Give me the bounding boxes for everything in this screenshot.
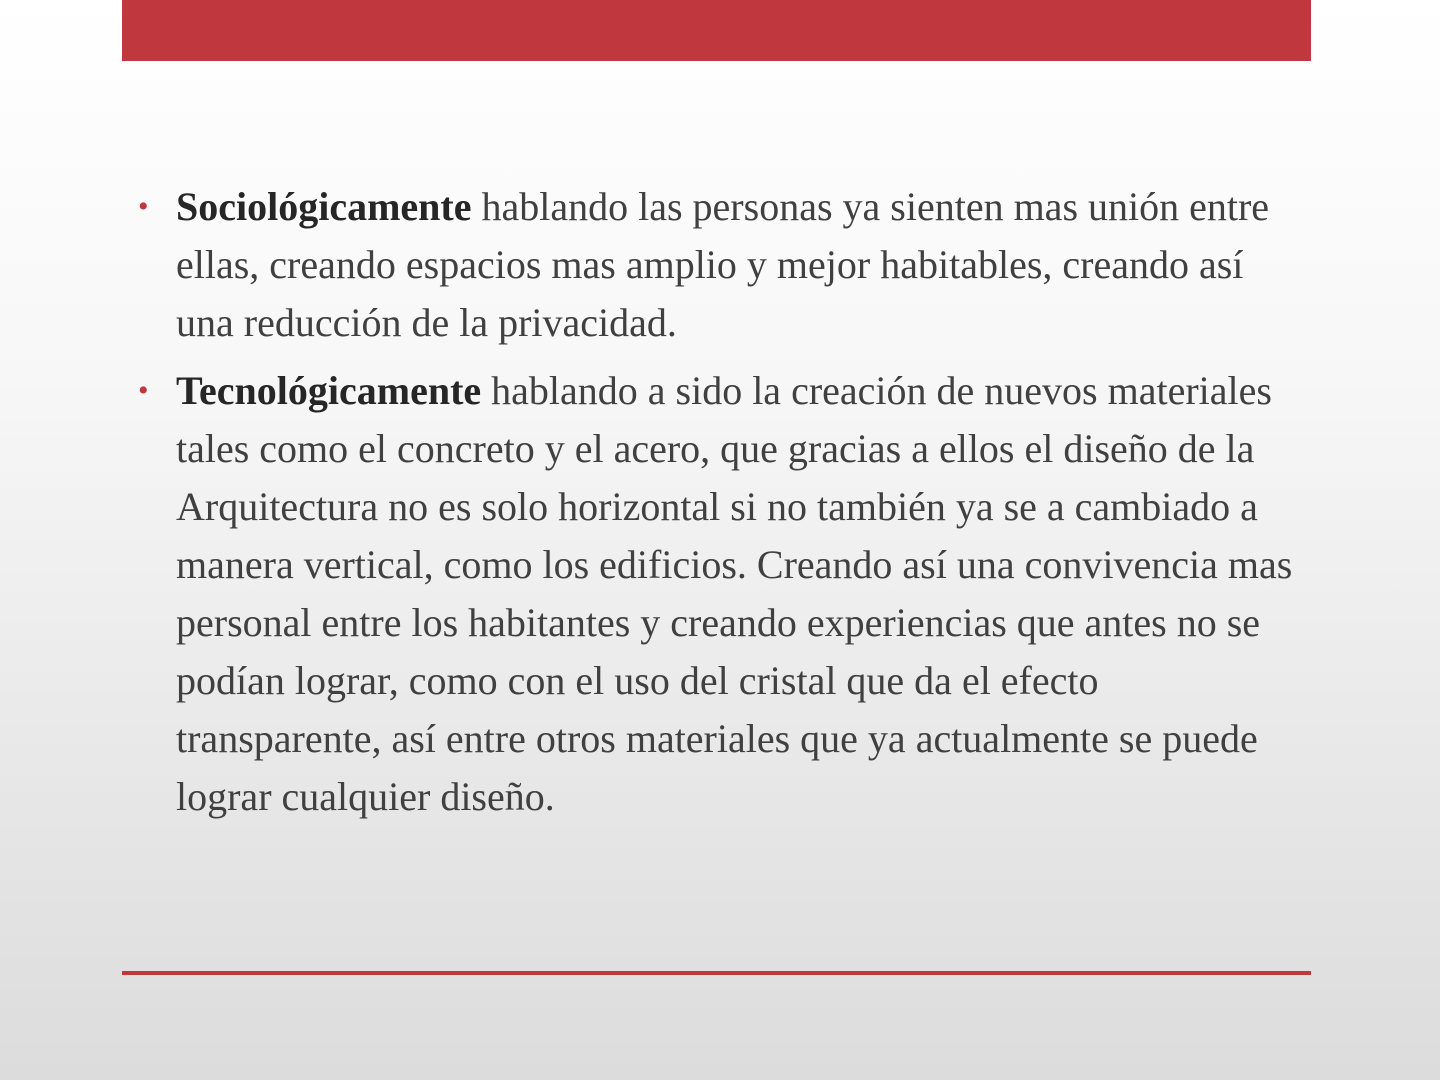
bullet-item-tecnologicamente bbox=[138, 362, 1308, 826]
bullet-list bbox=[138, 178, 1308, 826]
bullet-text: hablando a sido la creación de nuevos materiales tales como el concreto y el acero, que gracias a ellos el diseño de la Arquitectura no es solo horizontal si no también ya se a cambiado a manera vertical, como los edificios. Creando así una convivencia mas personal entre los habitantes y creando experiencias que antes no se podían lograr, como con el uso del cristal que da el efecto transparente, así entre otros materiales que ya actualmente se puede lograr cualquier diseño. bbox=[176, 368, 1293, 819]
bullet-item-sociologicamente bbox=[138, 178, 1308, 352]
bullet-text: hablando las personas ya sienten mas unión entre ellas, creando espacios mas amplio y mejor habitables, creando así una reducción de la privacidad. bbox=[176, 184, 1270, 345]
slide-content bbox=[138, 178, 1308, 836]
top-accent-bar bbox=[122, 0, 1311, 61]
bullet-term: Sociológicamente bbox=[176, 184, 472, 229]
bullet-marker: • bbox=[138, 190, 149, 223]
bullet-term: Tecnológicamente bbox=[176, 368, 482, 413]
bullet-marker: • bbox=[138, 374, 149, 407]
bottom-accent-rule bbox=[122, 971, 1311, 975]
